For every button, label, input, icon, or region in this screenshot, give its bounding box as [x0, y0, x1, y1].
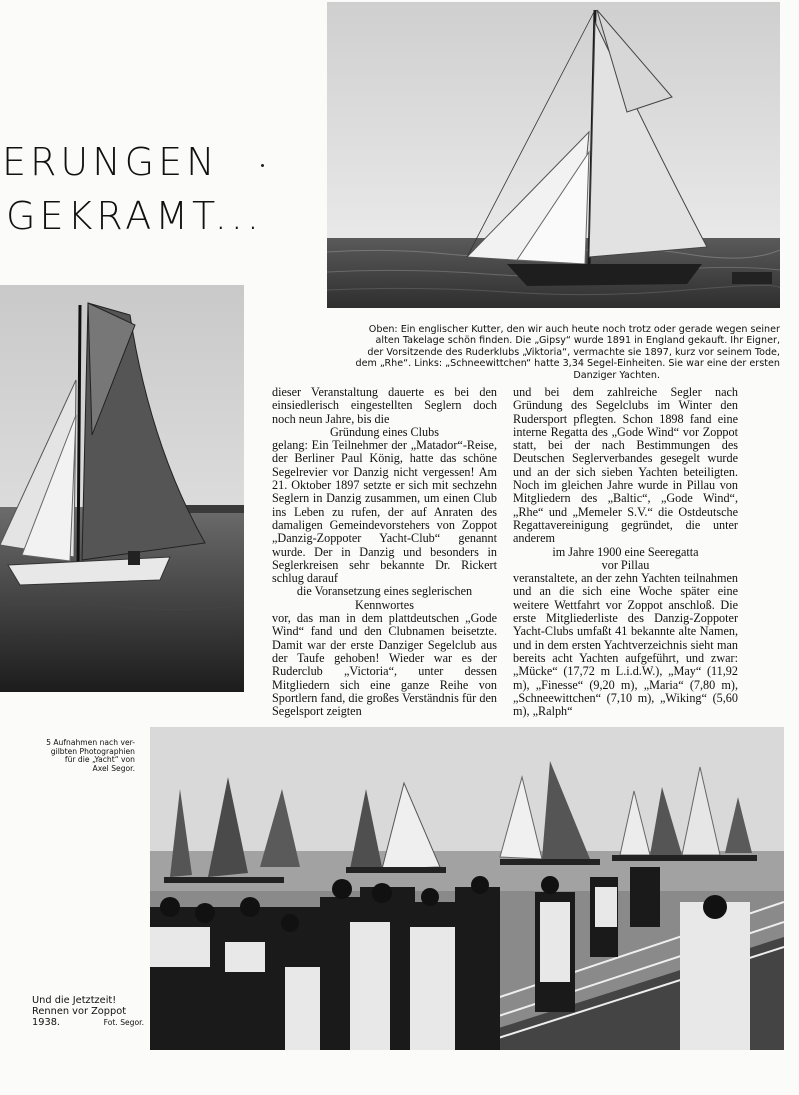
- caption-bottom-line-3: 1938.: [32, 1017, 61, 1028]
- paragraph: gelang: Ein Teilnehmer der „Matador“-Reise, der Berliner Paul König, hatte das schöne Segelrevier vor Danzig nicht vergessen! Am 21. Oktober 1897 setzte er sich mit sechzehn Seglern in Danzig zusammen, um einen Club ins Leben zu rufen, der auf Anraten des damaligen Gemeindevorstehers von Zoppot „Danzig-Zoppoter Yacht-Club“ genannt wurde. Der in Danzig und besonders in Seglerkreisen sehr bekannte Dr. Rickert schlug darauf: [272, 438, 497, 586]
- decorative-dot: [261, 164, 264, 167]
- photo-credit: Fot. Segor.: [103, 1018, 144, 1027]
- subheading: im Jahre 1900 eine Seeregatta: [552, 544, 699, 559]
- caption-top-line-4: dem „Rhe“. Links: „Schneewittchen“ hatte 3,34 Segel-Einheiten. Sie war eine der ersten: [355, 358, 780, 370]
- subheading: die Voransetzung eines seglerischen: [296, 584, 473, 599]
- caption-top-line-5: Danziger Yachten.: [573, 369, 660, 381]
- article-column-left: [272, 386, 497, 718]
- headline-line-2: GEKRAMT...: [6, 194, 263, 238]
- caption-bottom-line-3-row: [32, 1017, 144, 1028]
- photo-regatta-zoppot: [150, 727, 784, 1050]
- caption-top-line-2: alten Takelage schön finden. Die „Gipsy“ wurde 1891 in England gekauft. Ihr Eigner,: [375, 335, 780, 347]
- caption-top-line-3: der Vorsitzende des Ruderklubs „Viktoria“, vermachte sie 1897, kurz vor seinem Tode,: [367, 346, 780, 358]
- caption-top: [272, 324, 780, 381]
- photo-note-line-2: gilbten Photographien: [50, 746, 135, 756]
- article-column-right: [513, 386, 738, 718]
- caption-top-line-1: Oben: Ein englischer Kutter, den wir auch heute noch trotz oder gerade wegen seiner: [368, 324, 780, 335]
- paragraph: veranstaltete, an der zehn Yachten teilnahmen und an die sich eine Woche später eine weitere Wettfahrt vor Zoppot anschloß. Die erste Mitgliederliste des Danzig-Zoppoter Yacht-Clubs umfaßt 41 bekannte alte Namen, und in dem ersten Yachtverzeichnis sieht man bereits acht Yachten aufgeführt, und zwar: „Mücke“ (17,72 m L.i.d.W.), „May“ (11,92 m), „Finesse“ (9,20 m), „Maria“ (7,80 m), „Schneewittchen“ (7,10 m), „Wiking“ (5,60 m), „Ralph“: [513, 571, 738, 719]
- photo-note-line-3: für die „Yacht“ von: [64, 755, 135, 765]
- paragraph: und bei dem zahlreiche Segler nach Gründung des Segelclubs im Winter den Rudersport pflegten. Schon 1898 fand eine interne Regatta des „Gode Wind“ vor Zoppot statt, bei der nach Bestimmungen des Deutschen Seglerverbandes gesegelt wurde und an der sich sieben Yachten beteiligten. Noch im gleichen Jahre wurde in Pillau von Mitgliedern des „Baltic“, „Gode Wind“, „Rhe“ und „Memeler S.V.“ die Ostdeutsche Regattavereinigung gegründet, die unter anderem: [513, 385, 738, 546]
- photo-note: [20, 739, 135, 773]
- photo-note-line-1: 5 Aufnahmen nach ver-: [46, 738, 135, 747]
- subheading: Kennwortes: [355, 597, 414, 612]
- subheading: Gründung eines Clubs: [329, 424, 439, 439]
- photo-schneewittchen: [0, 285, 244, 692]
- headline-line-1: ERUNGEN: [2, 140, 219, 184]
- photo-cutter-gipsy: [327, 2, 780, 308]
- caption-bottom-line-2: Rennen vor Zoppot: [32, 1006, 127, 1017]
- paragraph: vor, das man in dem plattdeutschen „Gode Wind“ fand und den Clubnamen beisetzte. Damit war der erste Danziger Segelclub aus der Taufe gehoben! Wieder war es der Ruderclub „Victoria“, unter dessen Mitgliedern sich eine ganze Reihe von Sportlern fand, die großes Verständnis für den Segelsport zeigten: [272, 611, 497, 719]
- subheading: vor Pillau: [601, 557, 650, 572]
- caption-bottom: [32, 995, 144, 1028]
- photo-note-line-4: Axel Segor.: [92, 763, 135, 773]
- caption-bottom-line-1: Und die Jetztzeit!: [32, 995, 117, 1006]
- paragraph: dieser Veranstaltung dauerte es bei den einsiedlerisch eingestellten Seglern doch noch neun Jahre, bis die: [272, 385, 497, 426]
